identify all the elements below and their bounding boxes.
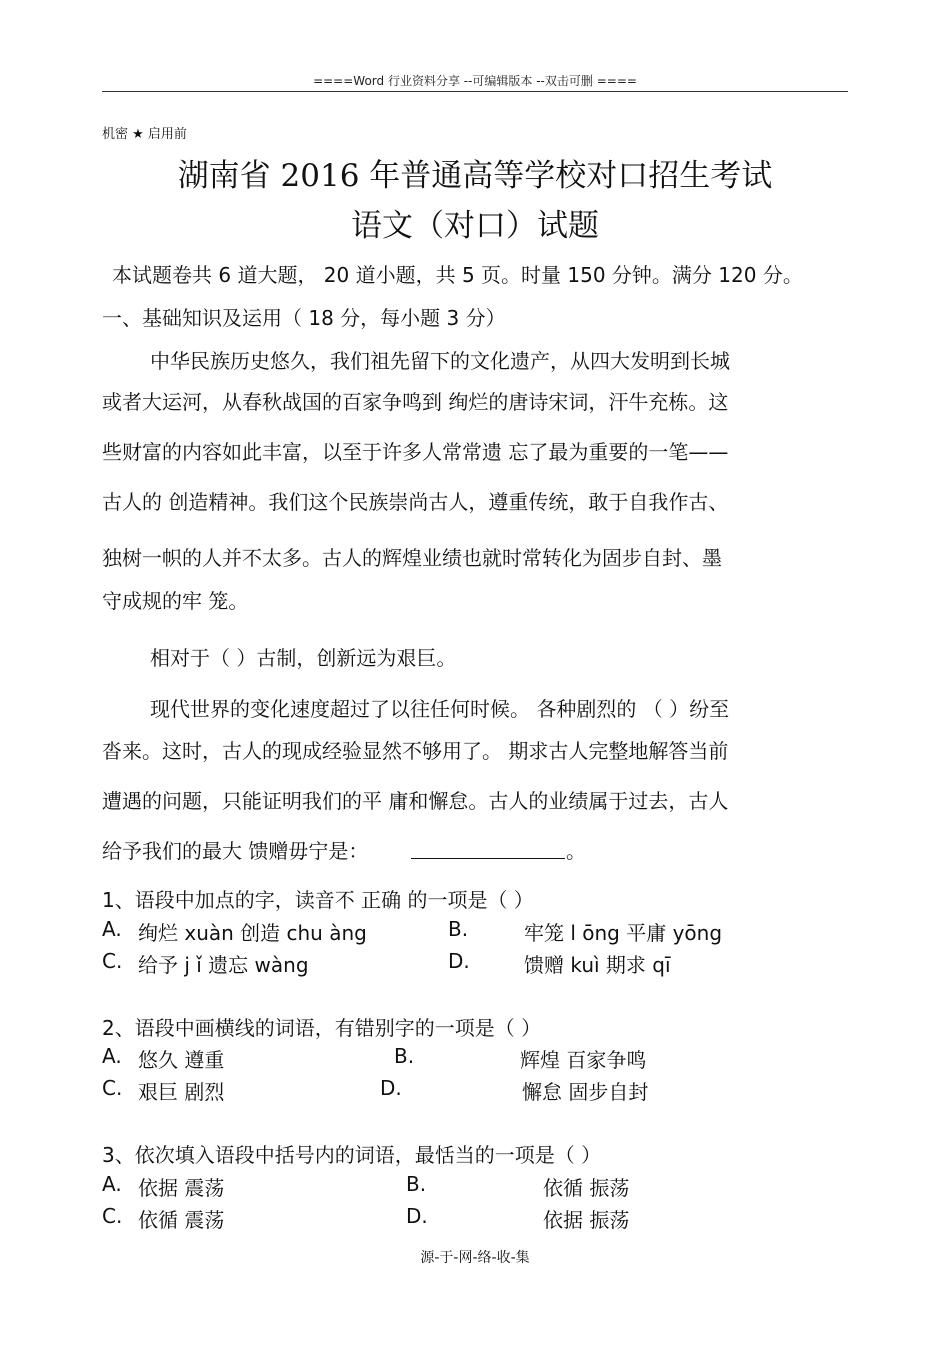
passage-line: 。 [566, 839, 586, 863]
passage-line: 给予我们的最大 馈赠毋宁是： [102, 839, 369, 863]
intro-text: 本试题卷共 6 道大题， 20 道小题，共 5 页。时量 150 分钟。满分 120 分。 [112, 263, 803, 287]
exam-subtitle: 语文（对口）试题 [351, 208, 599, 244]
question-stem: 2、语段中画横线的词语，有错别字的一项是（ ） [102, 1016, 542, 1040]
option-letter: B. [448, 917, 469, 941]
option-letter: A. [102, 917, 122, 941]
passage-line: 中华民族历史悠久，我们祖先留下的文化遗产，从四大发明到长城 [150, 349, 730, 373]
header-rule [102, 91, 848, 92]
passage-line: 独树一帜的人并不太多。古人的辉煌业绩也就时常转化为固步自封、墨 [102, 546, 722, 570]
option-text: 馈赠 kuì 期求 qī [524, 953, 671, 977]
option-text: 悠久 遵重 [138, 1048, 225, 1072]
option-letter: D. [406, 1204, 428, 1228]
passage-line: 守成规的牢 笼。 [102, 589, 249, 613]
secret-label: 机密 ★ 启用前 [102, 127, 187, 142]
option-letter: C. [102, 1076, 123, 1100]
header-banner: ====Word 行业资料分享 --可编辑版本 --双击可删 ==== [313, 74, 637, 88]
option-text: 依循 振荡 [543, 1176, 630, 1200]
passage-line: 沓来。这时，古人的现成经验显然不够用了。 期求古人完整地解答当前 [102, 739, 729, 763]
exam-title: 湖南省 2016 年普通高等学校对口招生考试 [177, 158, 773, 194]
option-text: 艰巨 剧烈 [138, 1080, 225, 1104]
section-heading: 一、基础知识及运用（ 18 分，每小题 3 分） [102, 306, 506, 330]
passage-line: 或者大运河，从春秋战国的百家争鸣到 绚烂的唐诗宋词，汗牛充栋。这 [102, 390, 729, 414]
option-text: 依据 震荡 [138, 1176, 225, 1200]
answer-blank [411, 858, 565, 859]
option-letter: B. [394, 1044, 415, 1068]
option-letter: B. [406, 1172, 427, 1196]
option-text: 懈怠 固步自封 [522, 1080, 649, 1104]
option-text: 绚烂 xuàn 创造 chu àng [138, 921, 367, 945]
option-letter: D. [448, 949, 470, 973]
option-text: 牢笼 l ōng 平庸 yōng [524, 921, 723, 945]
passage-line: 相对于（ ）古制，创新远为艰巨。 [150, 646, 457, 670]
option-text: 依据 振荡 [543, 1208, 630, 1232]
footer-text: 源-于-网-络-收-集 [420, 1250, 530, 1266]
passage-line: 现代世界的变化速度超过了以往任何时候。 各种剧烈的 （ ）纷至 [150, 697, 730, 721]
passage-line: 些财富的内容如此丰富，以至于许多人常常遗 忘了最为重要的一笔—— [102, 440, 729, 464]
passage-line: 遭遇的问题，只能证明我们的平 庸和懈怠。古人的业绩属于过去，古人 [102, 789, 729, 813]
question-stem: 3、依次填入语段中括号内的词语，最恬当的一项是（ ） [102, 1143, 602, 1167]
option-letter: D. [380, 1076, 402, 1100]
passage-line: 古人的 创造精神。我们这个民族崇尚古人，遵重传统，敢于自我作古、 [102, 490, 729, 514]
option-letter: A. [102, 1044, 122, 1068]
option-letter: C. [102, 1204, 123, 1228]
question-stem: 1、语段中加点的字，读音不 正确 的一项是（ ） [102, 888, 534, 912]
option-text: 辉煌 百家争鸣 [520, 1048, 647, 1072]
option-letter: C. [102, 949, 123, 973]
option-text: 依循 震荡 [138, 1208, 225, 1232]
option-text: 给予 j ǐ 遗忘 wàng [138, 953, 309, 977]
option-letter: A. [102, 1172, 122, 1196]
